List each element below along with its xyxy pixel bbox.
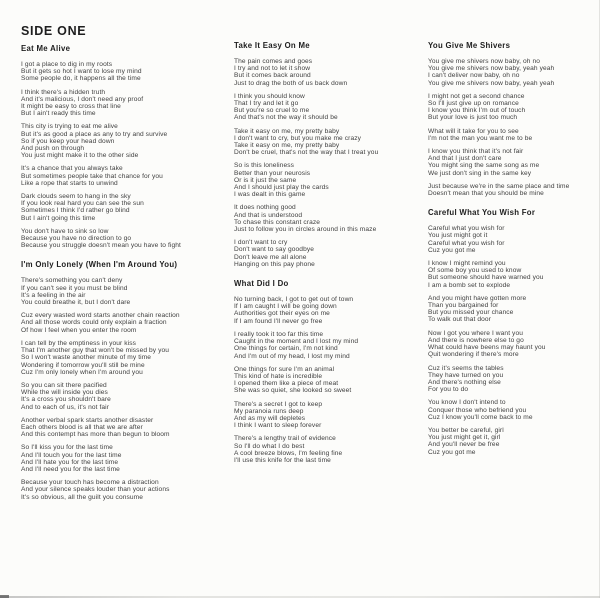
song-title: What Did I Do <box>234 279 289 289</box>
stanza <box>21 444 227 473</box>
lyric-line: Each others blood is all that we are after <box>21 423 143 431</box>
lyric-line: What will it take for you to see <box>428 127 519 135</box>
lyric-line: I think there's a hidden truth <box>21 88 106 96</box>
lyric-line: So I'll just give up on romance <box>428 100 519 108</box>
stanza <box>234 296 424 325</box>
lyric-line: There's a secret I got to keep <box>234 400 323 408</box>
lyric-line: Of some boy you used to know <box>428 267 522 275</box>
song-title: Careful What You Wish For <box>428 208 536 218</box>
lyric-line: Just to follow you in circles around in this maze <box>234 226 377 234</box>
stanza <box>428 295 598 324</box>
lyric-line: Cuz you got me <box>428 246 476 254</box>
song <box>21 260 227 500</box>
lyric-line: Don't want to say goodbye <box>234 246 315 254</box>
lyric-line: I was dealt in this game <box>234 191 306 199</box>
lyrics-column <box>428 41 598 456</box>
lyric-line: And your silence speaks louder than your actions <box>21 486 170 494</box>
lyric-line: Another verbal spark starts another disaster <box>21 416 154 424</box>
lyric-line: Because your touch has become a distraction <box>21 479 159 487</box>
song <box>234 279 424 464</box>
lyric-line: Now I got you where I want you <box>428 329 523 337</box>
lyric-line: I might not get a second chance <box>428 92 525 100</box>
song <box>234 41 424 268</box>
lyric-line: So you can sit there pacified <box>21 381 107 389</box>
lyric-line: If you can't see it you must be blind <box>21 284 128 292</box>
lyrics-column <box>234 41 424 464</box>
lyric-line: You give me shivers now baby, oh no <box>428 58 540 65</box>
lyric-line: Take it easy on me, my pretty baby <box>234 127 340 135</box>
lyric-line: And to each of us, it's not fair <box>21 403 110 411</box>
lyric-line: I try and not to let it show <box>234 65 311 73</box>
stanza <box>234 401 424 430</box>
lyric-line: And I'll need you for the last time <box>21 465 120 473</box>
lyric-line: And I'll hate you for the last time <box>21 458 119 466</box>
song <box>428 208 598 455</box>
lyric-line: You don't have to sink so low <box>21 227 109 235</box>
stanza <box>428 260 598 289</box>
stanza <box>21 165 227 187</box>
lyric-line: This kind of hate is incredible <box>234 372 323 380</box>
lyric-line: Doesn't mean that you should be mine <box>428 190 544 198</box>
stanza <box>21 61 227 83</box>
stanza <box>234 162 424 198</box>
lyric-line: Wondering if tomorrow you'll still be mine <box>21 361 145 369</box>
song-title: You Give Me Shivers <box>428 41 511 50</box>
lyric-line: We just don't sing in the same key <box>428 169 532 177</box>
lyric-line: Quit wondering if there's more <box>428 351 519 359</box>
stanza <box>428 399 598 421</box>
stanza <box>21 417 227 439</box>
lyric-line: Cuz I know you'll come back to me <box>428 413 533 421</box>
lyric-line: One things for sure I'm an animal <box>234 365 335 373</box>
lyric-line: And this contempt has more than begun to bloom <box>21 431 170 439</box>
song-title: Eat Me Alive <box>21 44 71 53</box>
lyric-line: Take it easy on me, my pretty baby <box>234 142 340 150</box>
stanza <box>428 183 598 197</box>
lyric-line: Hanging on this pay phone <box>234 260 315 268</box>
lyric-line: But it's as good a place as any to try and survive <box>21 130 168 138</box>
lyric-line: You could breathe it, but I don't dare <box>21 299 131 307</box>
lyric-line: While the will inside you dies <box>21 389 108 397</box>
lyric-line: And that's not the way it should be <box>234 114 338 122</box>
song <box>21 44 227 249</box>
lyric-line: Just to drag the both of us back down <box>234 79 348 87</box>
lyric-line: There's something you can't deny <box>21 277 123 285</box>
song-title: I'm Only Lonely (When I'm Around You) <box>21 260 178 270</box>
lyric-line: They have turned on you <box>428 371 504 379</box>
lyric-line: And I should just play the cards <box>234 184 329 192</box>
lyric-line: It's a cross you shouldn't bare <box>21 396 111 404</box>
lyric-line: The pain comes and goes <box>234 58 313 65</box>
lyric-line: And there's nothing else <box>428 378 501 386</box>
lyric-line: Just because we're in the same place and time <box>428 182 570 190</box>
lyric-line: Careful what you wish for <box>428 239 505 247</box>
lyric-line: I don't want to cry, but you make me crazy <box>234 134 362 142</box>
stanza <box>234 58 424 87</box>
lyric-line: I really took it too far this time <box>234 330 324 338</box>
lyric-line: I think I want to sleep forever <box>234 422 322 430</box>
lyric-line: Don't be cruel, that's not the way that I treat you <box>234 149 379 157</box>
lyric-line: Caught in the moment and I lost my mind <box>234 338 359 346</box>
lyric-line: And that is understood <box>234 211 303 219</box>
lyric-line: You know I don't intend to <box>428 399 506 407</box>
stanza <box>234 93 424 122</box>
lyric-line: So is this loneliness <box>234 162 295 170</box>
lyrics-column <box>21 24 227 501</box>
lyric-line: It's a feeling in the air <box>21 291 86 299</box>
lyric-line: She was so quiet, she looked so sweet <box>234 387 352 395</box>
lyric-line: And as my will depletes <box>234 414 306 422</box>
lyric-line: One things for certain, I'm not kind <box>234 345 338 353</box>
lyric-line: You just might make it to the other side <box>21 152 139 160</box>
lyric-line: And it's malicious, I don't need any proof <box>21 95 144 103</box>
lyric-line: That I'm another guy that won't be missed by you <box>21 347 170 355</box>
lyric-line: But your love is just too much <box>428 114 518 122</box>
lyric-line: And you might have gotten more <box>428 294 527 302</box>
lyric-line: You better be careful, girl <box>428 426 504 434</box>
stanza <box>428 93 598 122</box>
lyric-line: I don't want to cry <box>234 239 288 247</box>
lyric-line: Of how I feel when you enter the room <box>21 326 137 334</box>
stanza <box>234 366 424 395</box>
lyric-line: My paranoia runs deep <box>234 407 304 415</box>
stanza <box>21 277 227 306</box>
lyric-line: I opened them like a piece of meat <box>234 380 339 388</box>
stanza <box>21 340 227 376</box>
stanza <box>21 193 227 222</box>
lyric-line: I know you think I'm out of touch <box>428 107 526 115</box>
lyric-line: But sometimes people take that chance for you <box>21 172 163 180</box>
lyric-line: Sometimes I think I'd rather go blind <box>21 207 130 215</box>
lyric-line: It might be easy to cross that line <box>21 103 121 111</box>
stanza <box>428 225 598 254</box>
stanza <box>234 331 424 360</box>
stanza <box>234 204 424 233</box>
stanza <box>428 427 598 456</box>
stanza <box>21 479 227 501</box>
lyric-line: But it gets so hot I want to lose my mind <box>21 68 142 76</box>
lyric-line: Cuz you got me <box>428 448 476 456</box>
lyric-line: If you look real hard you can see the sun <box>21 200 144 208</box>
lyric-line: So I'll do what I do best <box>234 442 305 450</box>
lyric-line: Authorities got their eyes on me <box>234 310 330 318</box>
lyric-line: Because you struggle doesn't mean you have to fight <box>21 242 181 250</box>
lyric-line: Cuz every wasted word starts another chain reaction <box>21 312 180 320</box>
lyric-line: To chase this constant craze <box>234 218 320 226</box>
lyric-line: I'll use this knife for the last time <box>234 456 331 464</box>
lyric-line: You might sing the same song as me <box>428 162 540 170</box>
lyric-line: It's so obvious, all the guilt you consume <box>21 493 144 501</box>
lyric-line: Better than your neurosis <box>234 169 311 177</box>
lyric-line: I can't deliver now baby, oh no <box>428 72 520 80</box>
lyric-line: But someone should have warned you <box>428 274 544 282</box>
lyric-line: And I'm out of my head, I lost my mind <box>234 352 350 360</box>
lyric-line: A cool breeze blows, I'm feeling fine <box>234 449 343 457</box>
lyric-line: To walk out that door <box>428 316 491 324</box>
lyric-line: Because you have no direction to go <box>21 235 132 243</box>
lyric-line: So I won't waste another minute of my time <box>21 354 152 362</box>
lyric-line: But I ain't going this time <box>21 214 96 222</box>
stanza <box>428 330 598 359</box>
song <box>428 41 598 197</box>
lyric-line: I got a place to dig in my roots <box>21 61 113 68</box>
lyric-line: I'm not the man you want me to be <box>428 134 533 142</box>
lyric-line: Or is it just the same <box>234 176 297 184</box>
lyric-line: I am a bomb set to explode <box>428 281 511 289</box>
lyric-line: But you missed your chance <box>428 309 514 317</box>
lyric-line: You give me shivers now baby, yeah yeah <box>428 65 555 73</box>
lyric-line: So if you keep your head down <box>21 137 115 145</box>
stanza <box>21 228 227 250</box>
stanza <box>21 382 227 411</box>
stanza <box>428 128 598 142</box>
lyric-line: It's a chance that you always take <box>21 165 123 173</box>
lyric-line: So I'll kiss you for the last time <box>21 444 113 452</box>
lyric-line: And I'll touch you for the last time <box>21 451 122 459</box>
lyric-line: You give me shivers now baby, yeah yeah <box>428 79 555 87</box>
lyric-line: For you to do <box>428 386 469 394</box>
side-label: SIDE ONE <box>21 24 87 38</box>
stanza <box>234 239 424 268</box>
lyric-line: I know I might remind you <box>428 260 506 268</box>
lyric-line: There's a lengthy trail of evidence <box>234 435 336 443</box>
lyric-line: And that I just don't care <box>428 155 502 163</box>
lyric-line: Conquer those who befriend you <box>428 406 527 414</box>
lyric-line: This city is trying to eat me alive <box>21 123 118 131</box>
lyric-line: And all those words could only explain a fraction <box>21 319 167 327</box>
stanza <box>428 58 598 87</box>
lyric-line: I think you should know <box>234 92 305 100</box>
lyric-line: Dark clouds seem to hang in the sky <box>21 193 131 201</box>
stanza <box>21 123 227 159</box>
lyric-line: And push on through <box>21 145 85 153</box>
stanza <box>21 89 227 118</box>
stanza <box>234 435 424 464</box>
lyric-line: Careful what you wish for <box>428 225 505 233</box>
song-title: Take It Easy On Me <box>234 41 310 50</box>
stanza <box>428 365 598 394</box>
lyric-line: If I am caught I will be going down <box>234 303 337 311</box>
lyric-line: You just might get it, girl <box>428 434 501 442</box>
lyric-line: And there is nowhere else to go <box>428 336 524 344</box>
stanza <box>428 148 598 177</box>
lyric-line: You just might got it <box>428 232 488 240</box>
lyric-line: And you'll never be free <box>428 441 500 449</box>
lyric-line: That I try and let it go <box>234 100 299 108</box>
lyric-line: But you're so cruel to me <box>234 107 310 115</box>
stanza <box>234 128 424 157</box>
lyric-line: Than you bargained for <box>428 302 499 310</box>
lyric-line: Some people do, it happens all the time <box>21 75 141 83</box>
lyric-line: I can tell by the emptiness in your kiss <box>21 339 137 347</box>
lyric-line: But it comes back around <box>234 72 311 80</box>
lyric-line: Don't leave me all alone <box>234 253 307 261</box>
lyric-line: It does nothing good <box>234 204 296 212</box>
stanza <box>21 312 227 334</box>
lyric-line: Cuz I'm only lonely when I'm around you <box>21 368 143 376</box>
lyric-line: What could have beens may haunt you <box>428 344 546 352</box>
lyric-line: No turning back, I got to get out of town <box>234 296 354 304</box>
lyric-line: If I am found I'll never go free <box>234 317 323 325</box>
lyric-line: I know you think that it's not fair <box>428 148 524 156</box>
lyric-line: Cuz it's seems the tables <box>428 364 504 372</box>
lyric-line: Like a rope that starts to unwind <box>21 179 118 187</box>
lyric-line: But I ain't ready this time <box>21 110 96 118</box>
